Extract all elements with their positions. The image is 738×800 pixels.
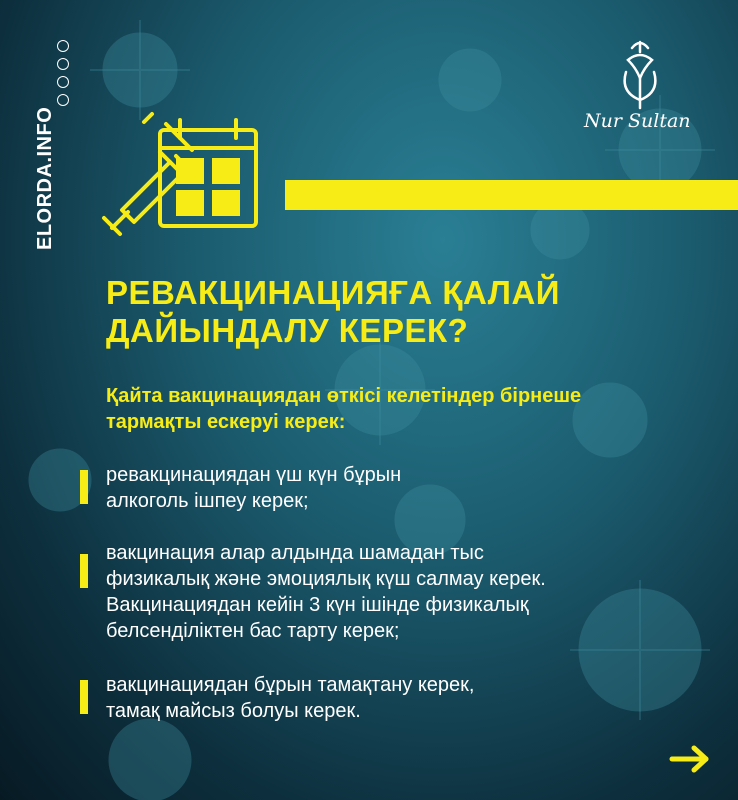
social-icons [54,40,72,106]
side-brand-strip [8,30,68,250]
list-item-text: ревакцинациядан үш күн бұрын алкоголь ішпеу керек; [106,464,402,512]
bullet-marker [80,554,88,588]
arrow-right-icon[interactable] [668,744,712,774]
nur-sultan-emblem-icon [580,38,700,114]
nur-sultan-logo-text: Nur Sultan [584,110,691,132]
youtube-icon[interactable] [57,58,69,70]
site-name: ELORDA.INFO [34,106,56,250]
facebook-icon[interactable] [57,40,69,52]
bullet-marker [80,680,88,714]
yellow-accent-bar [285,180,738,210]
list-item-text: вакцинациядан бұрын тамақтану керек, тамақ майсыз болуы керек. [106,674,475,722]
syringe-calendar-icon [100,110,270,240]
intro-text: Қайта вакцинациядан өткісі келетіндер бірнеше тармақты ескеруі керек: [106,385,582,433]
list-item-text: вакцинация алар алдында шамадан тыс физикалық және эмоциялық күш салмау керек. Вакцинациядан кейін 3 күн ішінде физикалық белсенділіктен бас тарту керек; [106,542,546,642]
nur-sultan-logo [580,38,700,138]
telegram-icon[interactable] [57,76,69,88]
bullet-marker [80,470,88,504]
page-title: РЕВАКЦИНАЦИЯҒА ҚАЛАЙ ДАЙЫНДАЛУ КЕРЕК? [106,274,561,349]
instagram-icon[interactable] [57,94,69,106]
